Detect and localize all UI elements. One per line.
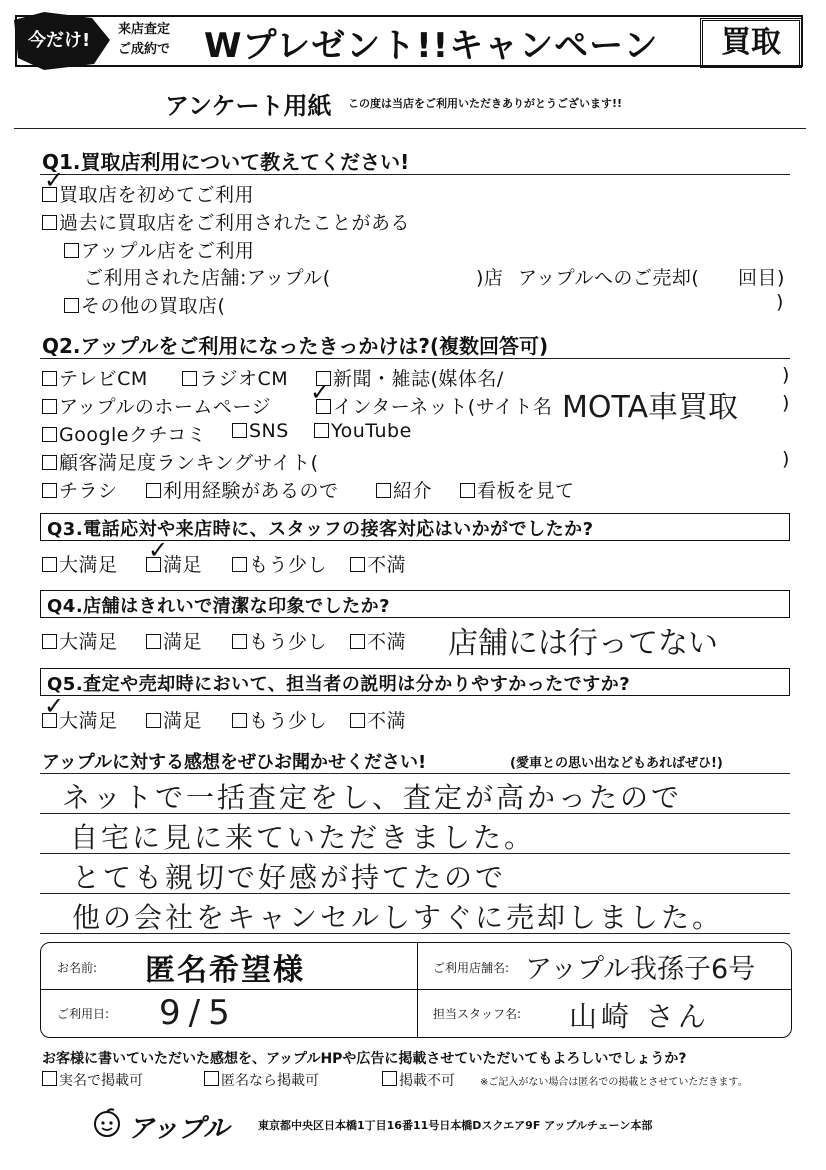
checkbox[interactable] xyxy=(182,371,197,386)
staff-value: 山崎 さん xyxy=(569,1000,710,1033)
checkbox[interactable] xyxy=(42,557,57,572)
check-mark-icon: ✓ xyxy=(44,166,65,194)
form-title: アンケート用紙 xyxy=(165,92,332,120)
q4-rating-dissatisfied[interactable]: 不満 xyxy=(350,627,406,654)
q4-title: Q4.店舗はきれいで清潔な印象でしたか? xyxy=(47,596,391,617)
table-divider-horizontal xyxy=(41,989,791,990)
checkbox[interactable] xyxy=(146,713,161,728)
name-label: お名前: xyxy=(57,961,98,975)
q2-option-newspaper[interactable]: 新聞・雑誌(媒体名/ xyxy=(316,364,504,391)
q3-rating-could-improve[interactable]: もう少し xyxy=(232,550,327,577)
q1-other-close: ) xyxy=(776,291,784,313)
checkbox[interactable] xyxy=(64,243,79,258)
handwritten-q4-note: 店舗には行ってない xyxy=(448,626,718,661)
q2-option-referral[interactable]: 紹介 xyxy=(376,476,432,503)
q2-option-experience[interactable]: 利用経験があるので xyxy=(146,476,339,503)
q3-rating-very-satisfied[interactable]: 大満足 xyxy=(42,550,118,577)
table-divider-vertical xyxy=(417,943,418,1037)
q2-option-signboard[interactable]: 看板を見て xyxy=(460,476,575,503)
date-label: ご利用日: xyxy=(57,1007,110,1021)
q3-title: Q3.電話応対や来店時に、スタッフの接客対応はいかがでしたか? xyxy=(47,519,594,540)
q2-internet-close: ) xyxy=(782,392,790,414)
q2-option-radio[interactable]: ラジオCM xyxy=(182,364,288,391)
consent-option-no-publish[interactable]: 掲載不可 xyxy=(382,1070,455,1090)
q2-option-google[interactable]: Googleクチコミ xyxy=(42,420,206,447)
apple-logo-icon xyxy=(90,1108,124,1138)
q5-title-bar xyxy=(40,668,790,696)
q2-option-internet[interactable]: インターネット(サイト名 xyxy=(316,392,552,419)
q1-option-first-time[interactable]: 買取店を初めてご利用 xyxy=(42,180,254,207)
q1-sell-count-suffix: 回目) xyxy=(738,267,785,289)
checkbox[interactable] xyxy=(42,634,57,649)
checkbox[interactable] xyxy=(42,427,57,442)
checkbox[interactable] xyxy=(232,557,247,572)
check-mark-icon: ✓ xyxy=(310,378,331,406)
q2-option-homepage[interactable]: アップルのホームページ xyxy=(42,392,271,419)
checkbox[interactable] xyxy=(232,713,247,728)
q4-rating-satisfied[interactable]: 満足 xyxy=(146,627,202,654)
name-value: 匿名希望様 xyxy=(145,953,305,988)
footer-logo-text: アップル xyxy=(128,1114,230,1144)
checkbox[interactable] xyxy=(42,215,57,230)
q1-store-label: ご利用された店舗:アップル( xyxy=(84,267,331,289)
q5-rating-very-satisfied[interactable]: 大満足 xyxy=(42,706,118,733)
campaign-title: Wプレゼント!!キャンペーン xyxy=(204,26,659,66)
handwritten-feedback-line-2: 自宅に見に来ていただきました。 xyxy=(70,821,536,854)
q5-rating-dissatisfied[interactable]: 不満 xyxy=(350,706,406,733)
checkbox[interactable] xyxy=(232,634,247,649)
q3-rating-satisfied[interactable]: 満足 xyxy=(146,550,202,577)
checkbox[interactable] xyxy=(382,1071,397,1086)
checkbox[interactable] xyxy=(146,483,161,498)
header-divider xyxy=(14,128,806,129)
greeting: この度は当店をご利用いただきありがとうございます!! xyxy=(348,97,623,110)
q4-title-bar xyxy=(40,590,790,618)
checkbox[interactable] xyxy=(42,455,57,470)
consent-option-anonymous[interactable]: 匿名なら掲載可 xyxy=(204,1070,319,1090)
q4-rating-could-improve[interactable]: もう少し xyxy=(232,627,327,654)
checkbox[interactable] xyxy=(314,423,329,438)
q3-rating-dissatisfied[interactable]: 不満 xyxy=(350,550,406,577)
date-value: 9/5 xyxy=(159,993,238,1033)
q2-ranking-close: ) xyxy=(782,448,790,470)
checkbox[interactable] xyxy=(42,483,57,498)
consent-option-real-name[interactable]: 実名で掲載可 xyxy=(42,1070,143,1090)
handwritten-feedback-line-3: とても親切で好感が持てたので xyxy=(72,861,507,894)
footer-address: 東京都中央区日本橋1丁目16番11号日本橋Dスクエア9F アップルチェーン本部 xyxy=(258,1119,653,1132)
badge-now-only: 今だけ! xyxy=(28,30,91,51)
q5-title: Q5.査定や売却時において、担当者の説明は分かりやすかったですか? xyxy=(47,674,631,695)
checkbox[interactable] xyxy=(42,399,57,414)
checkbox[interactable] xyxy=(64,298,79,313)
q5-rating-could-improve[interactable]: もう少し xyxy=(232,706,327,733)
q2-option-tv[interactable]: テレビCM xyxy=(42,364,148,391)
q1-option-used-before[interactable]: 過去に買取店をご利用されたことがある xyxy=(42,208,410,235)
q1-store-suffix: )店 xyxy=(476,267,504,289)
q2-option-youtube[interactable]: YouTube xyxy=(314,420,412,442)
handwritten-feedback-line-1: ネットで一括査定をし、査定が高かったので xyxy=(62,781,683,814)
feedback-title: アップルに対する感想をぜひお聞かせください! xyxy=(42,752,427,773)
feedback-rule-1 xyxy=(40,773,790,774)
checkbox[interactable] xyxy=(42,1071,57,1086)
q1-title: Q1.買取店利用について教えてください! xyxy=(42,150,410,174)
checkbox[interactable] xyxy=(146,634,161,649)
q1-option-other-store[interactable]: その他の買取店( xyxy=(64,291,225,318)
store-label: ご利用店舗名: xyxy=(433,961,510,975)
q2-option-sns[interactable]: SNS xyxy=(232,420,289,442)
q2-news-close: ) xyxy=(782,364,790,386)
customer-info-table xyxy=(40,942,792,1038)
checkbox[interactable] xyxy=(350,634,365,649)
q1-underline xyxy=(40,174,790,175)
checkbox[interactable] xyxy=(350,713,365,728)
checkbox[interactable] xyxy=(42,371,57,386)
q5-rating-satisfied[interactable]: 満足 xyxy=(146,706,202,733)
staff-label: 担当スタッフ名: xyxy=(433,1007,522,1021)
q2-option-flyer[interactable]: チラシ xyxy=(42,476,118,503)
q2-option-ranking[interactable]: 顧客満足度ランキングサイト( xyxy=(42,448,319,475)
check-mark-icon: ✓ xyxy=(44,692,65,720)
consent-question: お客様に書いていただいた感想を、アップルHPや広告に掲載させていただいてもよろしいでしょうか? xyxy=(42,1051,687,1067)
handwritten-feedback-line-4: 他の会社をキャンセルしすぐに売却しました。 xyxy=(72,901,724,934)
checkbox[interactable] xyxy=(460,483,475,498)
kaitori-tag: 買取 xyxy=(700,18,802,68)
checkbox[interactable] xyxy=(350,557,365,572)
checkbox[interactable] xyxy=(204,1071,219,1086)
q2-title: Q2.アップルをご利用になったきっかけは?(複数回答可) xyxy=(42,334,549,358)
campaign-banner xyxy=(14,12,806,70)
consent-note: ※ご記入がない場合は匿名での掲載とさせていただきます。 xyxy=(480,1077,748,1088)
checkbox[interactable] xyxy=(376,483,391,498)
checkbox[interactable] xyxy=(232,423,247,438)
feedback-subtitle: (愛車との思い出などもあればぜひ!) xyxy=(510,756,723,771)
check-mark-icon: ✓ xyxy=(148,536,169,564)
q4-rating-very-satisfied[interactable]: 大満足 xyxy=(42,627,118,654)
q1-sell-count-label: アップルへのご売却( xyxy=(518,267,700,289)
banner-sub2: ご成約で xyxy=(118,42,171,57)
q2-underline xyxy=(40,358,790,359)
banner-sub1: 来店査定 xyxy=(118,22,171,37)
store-value: アップル我孫子6号 xyxy=(525,954,756,985)
q1-option-apple-store[interactable]: アップル店をご利用 xyxy=(64,236,254,263)
handwritten-site-name: MOTA車買取 xyxy=(562,390,739,425)
